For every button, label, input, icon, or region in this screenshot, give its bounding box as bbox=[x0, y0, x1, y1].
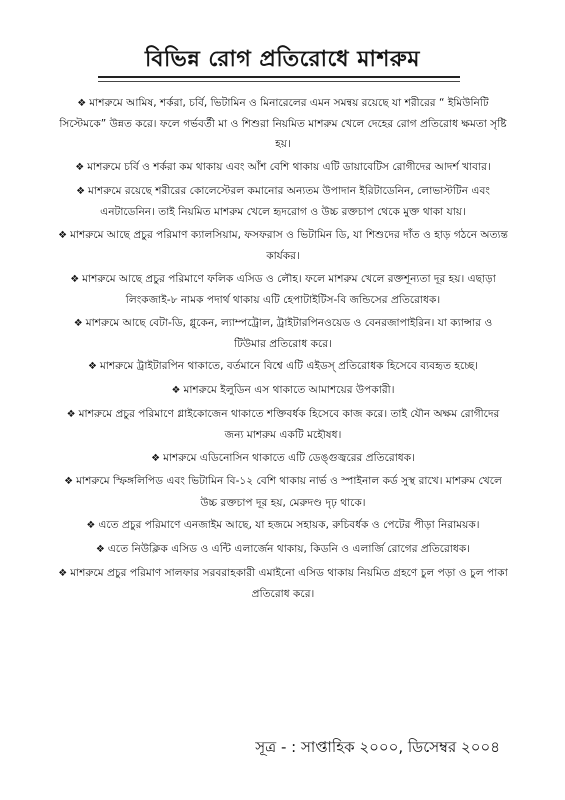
list-item bbox=[58, 539, 508, 560]
points-list bbox=[58, 93, 508, 607]
point-text: এতে নিউক্লিক এসিড ও এন্টি এলার্জেন থাকায়, কিডনি ও এলার্জি রোগের প্রতিরোধক। bbox=[107, 543, 471, 556]
bullet-icon: ❖ bbox=[87, 361, 97, 373]
point-text: মাশরুমে ট্রাইটারপিন থাকাতে, বর্তমানে বিশ্বে এটি এইডস্ প্রতিরোধক হিসেবে ব্যবহৃত হচ্ছে। bbox=[99, 360, 479, 373]
bullet-icon: ❖ bbox=[171, 385, 181, 397]
bullet-icon: ❖ bbox=[77, 98, 87, 109]
list-item bbox=[58, 515, 508, 536]
source-citation: সূত্র - : সাপ্তাহিক ২০০০, ডিসেম্বর ২০০৪ bbox=[255, 738, 500, 756]
point-text: মাশরুমে ইলুডিন এস থাকাতে আমাশয়ের উপকারী। bbox=[183, 384, 395, 397]
list-item bbox=[58, 181, 508, 222]
list-item bbox=[58, 93, 508, 155]
bullet-icon: ❖ bbox=[75, 162, 85, 174]
list-item bbox=[58, 380, 508, 401]
point-text: মাশরুমে আছে প্রচুর পরিমাণে ফলিক এসিড ও লৌহ। ফলে মাশরুম খেলে রক্তশূন্যতা দূর হয়। এছাড়া লিংকজাই-৮ নামক পদার্থ থাকায় এটি হেপাটাইটিস-বি জন্ডিসের প্রতিরোধক। bbox=[82, 272, 496, 306]
list-item bbox=[58, 157, 508, 178]
point-text: মাশরুমে আছে বেটা-ডি, গ্লুকেন, ল্যাম্পট্রোল, ট্রাইটারপিনওয়েড ও বেনরজাপাইরিন। যা ক্যান্সার ও টিউমার প্রতিরোধ করে। bbox=[85, 316, 493, 350]
bullet-icon: ❖ bbox=[58, 567, 68, 579]
list-item bbox=[58, 225, 508, 266]
list-item bbox=[58, 313, 508, 354]
bullet-icon: ❖ bbox=[58, 229, 68, 241]
point-text: মাশরুমে এডিনোসিন থাকাতে এটি ডেঙ্গুজ্বরের প্রতিরোধক। bbox=[163, 451, 415, 464]
point-text: মাশরুমে আছে প্রচুর পরিমাণ ক্যালসিয়াম, ফসফরাস ও ভিটামিন ডি, যা শিশুদের দাঁত ও হাড় গঠনে অত্যন্ত কার্যকর। bbox=[70, 228, 508, 262]
bullet-icon: ❖ bbox=[70, 273, 80, 285]
bullet-icon: ❖ bbox=[66, 408, 76, 420]
point-text: মাশরুমে রয়েছে শরীরের কোলেস্টেরল কমানোর অন্যতম উপাদান ইরিটাডেনিন, লোভাস্টটিন এবং এনটাডেনিন। তাই নিয়মিত মাশরুম খেলে হৃদরোগ ও উচ্চ রক্তচাপ থেকে মুক্ত থাকা যায়। bbox=[88, 184, 490, 219]
list-item bbox=[58, 356, 508, 377]
title-underline bbox=[98, 76, 460, 78]
list-item bbox=[58, 471, 508, 512]
bullet-icon: ❖ bbox=[86, 520, 96, 532]
bullet-icon: ❖ bbox=[64, 476, 74, 488]
list-item bbox=[58, 404, 508, 445]
point-text: মাশরুমে প্রচুর পরিমাণে গ্লাইকোজেন থাকাতে শক্তিবর্ধক হিসেবে কাজ করে। তাই যৌন অক্ষম রোগীদের জন্য মাশরুম একটি মহৌষধ। bbox=[78, 407, 500, 442]
point-text: মাশরুমে স্ফিঙ্গলিপিড এবং ভিটামিন বি-১২ বেশি থাকায় নার্ভ ও স্পাইনাল কর্ড সুস্থ রাখে। মাশরুম খেলে উচ্চ রক্তচাপ দূর হয়, মেরুদণ্ড দৃঢ় থাকে। bbox=[76, 475, 502, 509]
page-title: বিভিন্ন রোগ প্রতিরোধে মাশরুম bbox=[144, 47, 420, 72]
title-underline-secondary bbox=[98, 81, 460, 82]
bullet-icon: ❖ bbox=[73, 317, 83, 329]
bullet-icon: ❖ bbox=[95, 544, 105, 556]
point-text: মাশরুমে আমিষ, শর্করা, চর্বি, ভিটামিন ও মিনারেলের এমন সমন্বয় রয়েছে যা শরীরের “ ইমিউনিটি সিস্টেমকে” উন্নত করে। ফলে গর্ভবর্তী মা ও শিশুরা নিয়মিত মাশরুম খেলে দেহের রোগ প্রতিরোধ ক্ষমতা সৃষ্টি হয়। bbox=[59, 97, 507, 151]
list-item bbox=[58, 448, 508, 469]
point-text: এতে প্রচুর পরিমাণে এনজাইম আছে, যা হজমে সহায়ক, রুচিবর্ধক ও পেটের পীড়া নিরাময়ক। bbox=[98, 519, 480, 532]
point-text: মাশরুমে প্রচুর পরিমাণ সালফার সরবরাহকারী এমাইনো এসিড থাকায় নিয়মিত গ্রহণে চুল পড়া ও চুল পাকা প্রতিরোধ করে। bbox=[70, 566, 508, 600]
point-text: মাশরুমে চর্বি ও শর্করা কম থাকায় এবং আঁশ বেশি থাকায় এটি ডায়াবেটিস রোগীদের আদর্শ খাবার। bbox=[87, 161, 491, 174]
list-item bbox=[58, 563, 508, 604]
bullet-icon: ❖ bbox=[151, 452, 161, 464]
list-item bbox=[58, 269, 508, 310]
bullet-icon: ❖ bbox=[76, 185, 86, 197]
